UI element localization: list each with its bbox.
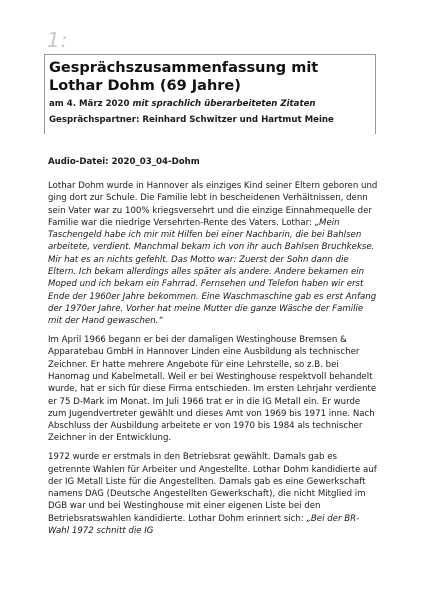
- quote-text: „Mein Taschengeld habe ich mir mit Hilfen bei einer Nachbarin, die bei Bahlsen arbeitete, verdient. Manchmal bekam ich von ihr auch Bahlsen Bruchkekse. Mir hat es an nichts gefehlt. Das Motto war: Zuerst der Sohn dann die Eltern. Ich bekam allerdings alles später als andere. Andere bekamen ein Moped und ich bekam ein Fahrrad. Fernsehen und Telefon haben wir erst Ende der 1960er Jahre bekommen. Eine Waschmaschine gab es erst Anfang der 1970er Jahre. Vorher hat meine Mutter die ganze Wäsche der Familie mit der Hand gewaschen.“: [48, 217, 377, 327]
- date-suffix: mit sprachlich überarbeiteten Zitaten: [132, 99, 316, 109]
- date-prefix: am 4. März 2020: [49, 99, 133, 109]
- paragraph-childhood: [48, 180, 378, 328]
- date-line: [49, 99, 375, 110]
- paragraph-text: 1972 wurde er erstmals in den Betriebsrat gewählt. Damals gab es getrennte Wahlen für Arbeiter und Angestellte. Lothar Dohm kandidierte auf der IG Metall Liste für die Angestellten. Damals gab es eine Gewerkschaft namens DAG (Deutsche Angestellten Gewerkschaft), die nicht Mitglied im DGB war und bei Westinghouse mit einer eigenen Liste bei den Betriebsratswahlen kandidierte. Lothar Dohm erinnert sich:: [48, 452, 377, 524]
- document-title: [49, 59, 375, 95]
- title-line-1: Gesprächszusammenfassung mit: [49, 60, 319, 76]
- quote-text: „Bei der BR-Wahl 1972 schnitt die IG: [48, 513, 360, 537]
- document-header: [44, 54, 376, 134]
- title-line-2: Lothar Dohm (69 Jahre): [49, 78, 241, 94]
- audio-file-label: Audio-Datei: 2020_03_04-Dohm: [48, 157, 200, 167]
- paragraph-apprenticeship: Im April 1966 begann er bei der damaligen Westinghouse Bremsen & Apparatebau GmbH in Hannover Linden eine Ausbildung als technischer Zeichner. Er hatte mehrere Angebote für eine Lehrstelle, so z.B. bei Hanomag und Kabelmetall. Weil er bei Westinghouse respektvoll behandelt wurde, hat er sich für diese Firma entschieden. Im ersten Lehrjahr verdiente er 75 D-Mark im Monat. Im Juli 1966 trat er in die IG Metall ein. Er wurde zum Jugendvertreter gewählt und dieses Amt von 1969 bis 1971 inne. Nach Abschluss der Ausbildung arbeitete er von 1970 bis 1984 als technischer Zeichner in der Entwicklung.: [48, 335, 377, 444]
- interview-partners: Gesprächspartner: Reinhard Schwitzer und Hartmut Meine: [49, 115, 334, 125]
- paragraph-text: Lothar Dohm wurde in Hannover als einziges Kind seiner Eltern geboren und ging dort zur Schule. Die Familie lebt in bescheidenen Verhältnissen, denn sein Vater war zu 100% kriegsversehrt und die einzige Einnahmequelle der Familie war die niedrige Versehrten-Rente des Vaters. Lothar:: [48, 181, 378, 228]
- document-body: [48, 180, 378, 544]
- page-number: 1:: [47, 28, 69, 52]
- paragraph-works-council: [48, 451, 378, 537]
